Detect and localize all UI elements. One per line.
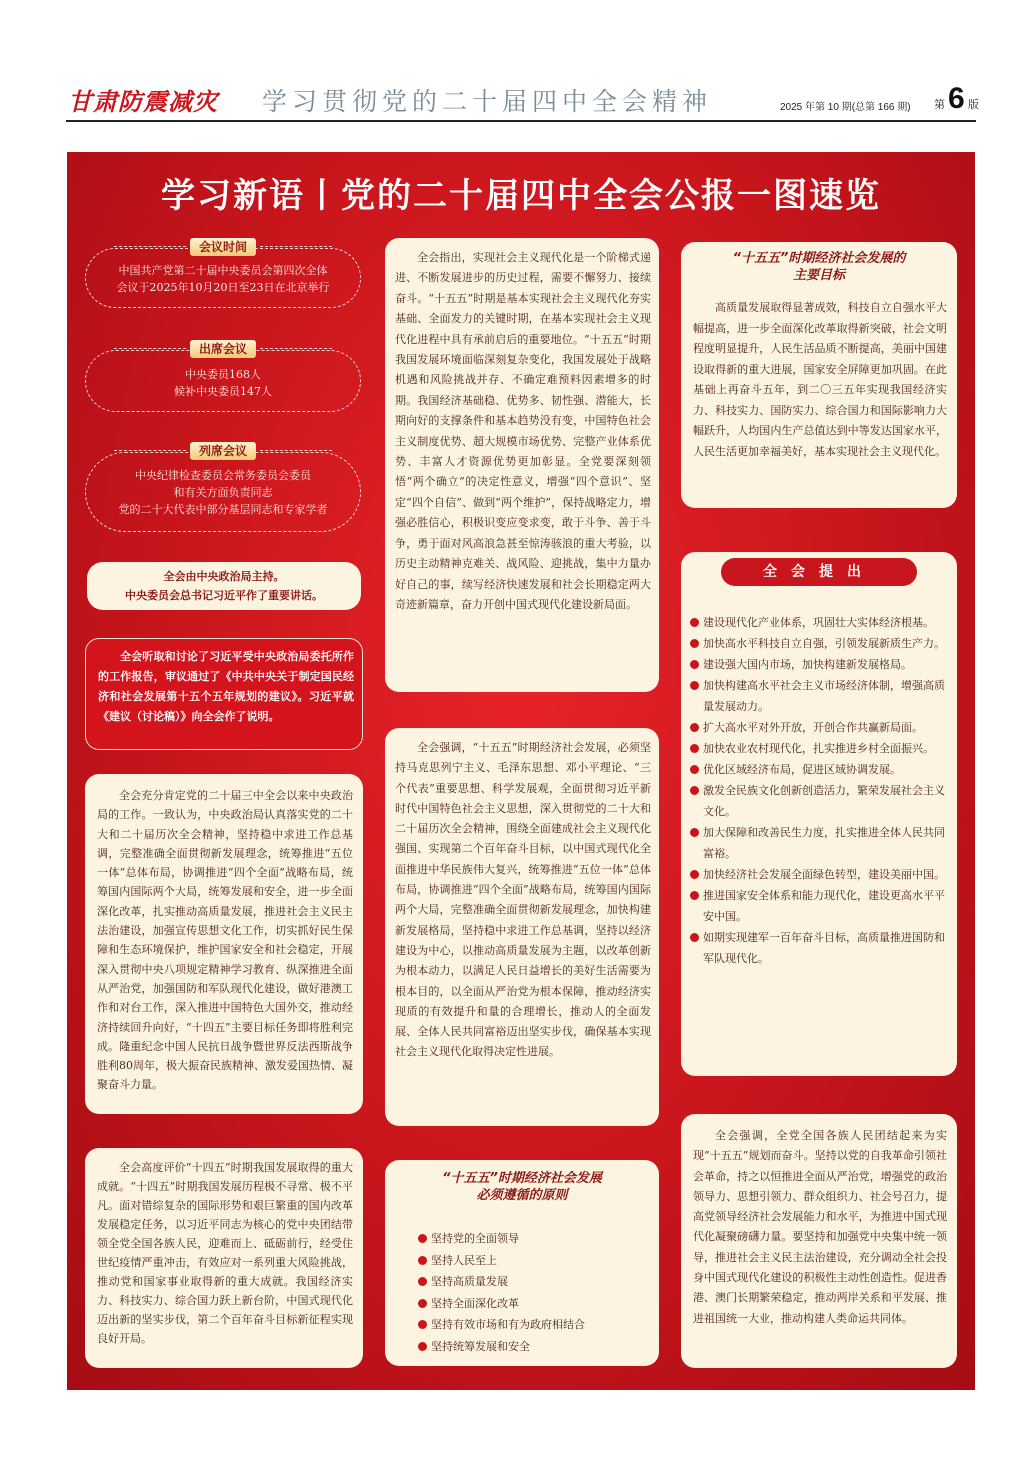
principle-item: 坚持有效市场和有为政府相结合 [417,1314,637,1336]
principle-item: 坚持全面深化改革 [417,1293,637,1315]
proposal-item: 加大保障和改善民生力度，扎实推进全体人民共同富裕。 [689,822,949,864]
guidance-text: 全会强调，“十五五”时期经济社会发展，必须坚持马克思列宁主义、毛泽东思想、邓小平理论、“三个代表”重要思想、科学发展观，全面贯彻习近平新时代中国特色社会主义思想，深入贯彻党的二十大和二十届历次全会精神，围绕全面建成社会主义现代化强国、实现第二个百年奋斗目标，以中国式现代化全面推进中华民族伟大复兴，统筹推进“五位一体”总体布局，协调推进“四个全面”战略布局，统筹国内国际两个大局，完整准确全面贯彻新发展理念，加快构建新发展格局，坚持稳中求进工作总基调，坚持以经济建设为中心，以推动高质量发展为主题，以改革创新为根本动力，以满足人民日益增长的美好生活需要为根本目的，以全面从严治党为根本保障，推动经济实现质的有效提升和量的合理增长，推动人的全面发展、全体人民共同富裕迈出坚实步伐，确保基本实现社会主义现代化取得决定性进展。 [395,741,651,1059]
proposals-list [689,612,949,969]
proposal-item: 如期实现建军一百年奋斗目标，高质量推进国防和军队现代化。 [689,927,949,969]
proposal-item: 加快高水平科技自立自强，引领发展新质生产力。 [689,633,949,654]
host-box [87,562,361,610]
poster-title: 学习新语丨党的二十届四中全会公报一图速览 [161,176,881,216]
unity-text: 全会强调，全党全国各族人民团结起来为实现“十五五”规划而奋斗。坚持以党的自我革命引领社会革命，持之以恒推进全面从严治党，增强党的政治领导力、思想引领力、群众组织力、社会号召力，提高党领导经济社会发展能力和水平，为推进中国式现代化凝聚磅礴力量。要坚持和加强党中央集中统一领导，推进社会主义民主法治建设，充分调动全社会投身中国式现代化建设的积极性主动性创造性。促进香港、澳门长期繁荣稳定，推动两岸关系和平发展、推进祖国统一大业，推动构建人类命运共同体。 [693,1129,947,1325]
proposal-item: 优化区域经济布局，促进区域协调发展。 [689,759,949,780]
principle-item: 坚持高质量发展 [417,1271,637,1293]
proposal-item: 扩大高水平对外开放，开创合作共赢新局面。 [689,717,949,738]
principle-item: 坚持党的全面领导 [417,1228,637,1250]
masthead [66,80,979,122]
proposal-item: 加快构建高水平社会主义市场经济体制，增强高质量发展动力。 [689,675,949,717]
proposal-item: 激发全民族文化创新创造活力，繁荣发展社会主义文化。 [689,780,949,822]
infographic-poster [67,152,975,1390]
observers-tag: 列席会议 [190,442,256,460]
proposal-item: 加快经济社会发展全面绿色转型，建设美丽中国。 [689,864,949,885]
goals-box [681,242,957,508]
proposal-item: 建设强大国内市场，加快构建新发展格局。 [689,654,949,675]
evaluation-text: 全会高度评价“十四五”时期我国发展取得的重大成就。“十四五”时期我国发展历程极不寻常、极不平凡。面对错综复杂的国际形势和艰巨繁重的国内改革发展稳定任务，以习近平同志为核心的党中央团结带领全党全国各族人民，迎难而上、砥砺前行，经受住世纪疫情严重冲击，有效应对一系列重大风险挑战，推动党和国家事业取得新的重大成就。我国经济实力、科技实力、综合国力跃上新台阶，中国式现代化迈出新的坚实步伐，第二个百年奋斗目标新征程实现良好开局。 [97,1161,353,1345]
work-report-box [85,638,363,750]
issue-number: 2025 年第 10 期(总第 166 期) [780,102,911,113]
observers-box [85,444,361,532]
brand-logo: 甘肃防震减灾 [68,87,218,116]
proposal-item: 建设现代化产业体系，巩固壮大实体经济根基。 [689,612,949,633]
meeting-time-tag: 会议时间 [190,238,256,256]
attendees-text: 中央委员168人 候补中央委员147人 [174,368,272,398]
principles-list [417,1228,637,1357]
period-box [385,238,659,692]
proposals-banner [721,558,917,586]
period-text: 全会指出，实现社会主义现代化是一个阶梯式递进、不断发展进步的历史过程，需要不懈努力、接续奋斗。“十五五”时期是基本实现社会主义现代化夯实基础、全面发力的关键时期，在基本实现社会主义现代化进程中具有承前启后的重要地位。“十五五”时期我国发展环境面临深刻复杂变化，我国发展处于战略机遇和风险挑战并存、不确定难预料因素增多的时期。我国经济基础稳、优势多、韧性强、潜能大，长期向好的支撑条件和基本趋势没有变，中国特色社会主义制度优势、超大规模市场优势、完整产业体系优势、丰富人才资源优势更加彰显。全党要深刻领悟“两个确立”的决定性意义，增强“四个意识”、坚定“四个自信”、做到“两个维护”，保持战略定力，增强必胜信心，积极识变应变求变，敢于斗争、善于斗争，勇于面对风高浪急甚至惊涛骇浪的重大考验，以历史主动精神克难关、战风险、迎挑战，集中力量办好自己的事，续写经济快速发展和社会长期稳定两大奇迹新篇章，奋力开创中国式现代化建设新局面。 [395,251,651,611]
proposal-item: 加快农业农村现代化，扎实推进乡村全面振兴。 [689,738,949,759]
meeting-time-box [85,240,361,308]
goals-text: 高质量发展取得显著成效，科技自立自强水平大幅提高，进一步全面深化改革取得新突破，社会文明程度明显提升，人民生活品质不断提高，美丽中国建设取得新的重大进展，国家安全屏障更加巩固。在此基础上再奋斗五年，到二〇三五年实现我国经济实力、科技实力、国防实力、综合国力和国际影响力大幅跃升，人均国内生产总值达到中等发达国家水平，人民生活更加幸福美好，基本实现社会主义现代化。 [693,301,947,458]
affirmation-box [85,774,363,1114]
attendees-box [85,342,361,412]
host-text: 全会由中央政治局主持。 中央委员会总书记习近平作了重要讲话。 [125,570,323,602]
section-title: 学习贯彻党的二十届四中全会精神 [262,87,713,116]
principle-item: 坚持统筹发展和安全 [417,1336,637,1358]
page-label: 第 [934,99,945,111]
goals-heading: “十五五”时期经济社会发展的 主要目标 [732,251,906,283]
affirmation-text: 全会充分肯定党的二十届三中全会以来中央政治局的工作。一致认为，中央政治局认真落实党的二十大和二十届历次全会精神，坚持稳中求进工作总基调，完整准确全面贯彻新发展理念，统筹推进“五位一体”总体布局，协调推进“四个全面”战略布局，统筹国内国际两个大局，统筹发展和安全，进一步全面深化改革，扎实推动高质量发展，推进社会主义民主法治建设，加强宣传思想文化工作，切实抓好民生保障和生态环境保护，维护国家安全和社会稳定，开展深入贯彻中央八项规定精神学习教育、纵深推进全面从严治党，加强国防和军队现代化建设，做好港澳工作和对台工作，深入推进中国特色大国外交，推动经济持续回升向好，“十四五”主要目标任务即将胜利完成。隆重纪念中国人民抗日战争暨世界反法西斯战争胜利80周年，极大振奋民族精神、激发爱国热情、凝聚奋斗力量。 [97,789,353,1092]
page-suffix: 版 [968,99,979,111]
evaluation-box [85,1148,363,1368]
unity-box [681,1114,957,1368]
proposals-box [681,552,957,1076]
principles-heading: “十五五”时期经济社会发展 必须遵循的原则 [442,1171,602,1203]
principle-item: 坚持人民至上 [417,1250,637,1272]
guidance-box [385,728,659,1126]
proposals-heading: 全会提出 [763,564,875,580]
meeting-time-text: 中国共产党第二十届中央委员会第四次全体 会议于2025年10月20日至23日在北京举行 [116,264,330,294]
page-number: 6 [948,82,965,115]
work-report-text: 全会听取和讨论了习近平受中央政治局委托所作的工作报告，审议通过了《中共中央关于制定国民经济和社会发展第十五个五年规划的建议》。习近平就《建议（讨论稿）》向全会作了说明。 [98,650,354,723]
principles-box [385,1160,659,1366]
observers-text: 中央纪律检查委员会常务委员会委员 和有关方面负责同志 党的二十大代表中部分基层同志和专家学者 [118,469,328,516]
proposal-item: 推进国家安全体系和能力现代化，建设更高水平平安中国。 [689,885,949,927]
attendees-tag: 出席会议 [190,340,256,358]
